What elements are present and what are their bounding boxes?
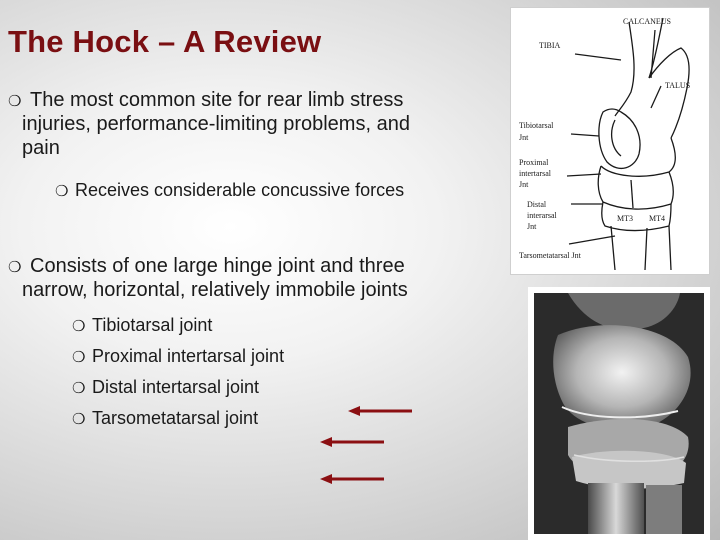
label-proximal-intertarsal: intertarsal xyxy=(519,169,551,178)
bullet-common-site xyxy=(8,88,503,160)
sub-bullet-distal-intertarsal xyxy=(72,377,259,399)
bullet-marker-icon: ❍ xyxy=(55,182,69,200)
bullet-marker-icon: ❍ xyxy=(8,258,22,276)
left-arrow-icon xyxy=(320,474,384,484)
bullet-marker-icon: ❍ xyxy=(72,410,86,428)
sub-bullet-text: Tarsometatarsal joint xyxy=(92,408,259,428)
label-calcaneus: CALCANEUS xyxy=(623,17,672,26)
left-arrow-icon xyxy=(320,437,384,447)
bullet-joints xyxy=(8,254,503,302)
bullet-text-line: injuries, performance-limiting problems, and xyxy=(22,113,410,135)
label-proximal-jnt: Jnt xyxy=(519,180,529,189)
label-tibiotarsal-jnt: Jnt xyxy=(519,133,529,142)
bullet-marker-icon: ❍ xyxy=(72,317,86,335)
bullet-marker-icon: ❍ xyxy=(72,379,86,397)
label-talus: TALUS xyxy=(665,81,691,90)
label-tarsometatarsal: Tarsometatarsal Jnt xyxy=(519,251,581,260)
sub-bullet-text: Receives considerable concussive forces xyxy=(75,180,405,200)
label-tibia: TIBIA xyxy=(539,41,561,50)
label-mt3: MT3 xyxy=(617,214,633,223)
left-arrow-icon xyxy=(348,406,412,416)
bone-outlines xyxy=(567,18,689,270)
bullet-marker-icon: ❍ xyxy=(8,92,22,110)
red-arrows xyxy=(300,395,430,495)
bullet-text-line: pain xyxy=(22,137,60,159)
label-distal-interarsal: interarsal xyxy=(527,211,557,220)
hock-anatomy-diagram xyxy=(510,7,710,275)
bullet-text-line: Consists of one large hinge joint and three xyxy=(30,255,405,277)
label-proximal: Proximal xyxy=(519,158,549,167)
label-distal: Distal xyxy=(527,200,547,209)
sub-bullet-proximal-intertarsal xyxy=(72,346,284,368)
sub-bullet-text: Distal intertarsal joint xyxy=(92,377,260,397)
slide-title: The Hock – A Review xyxy=(8,24,322,59)
sub-bullet-concussive xyxy=(55,180,495,202)
bullet-marker-icon: ❍ xyxy=(72,348,86,366)
label-mt4: MT4 xyxy=(649,214,665,223)
hock-radiograph-image xyxy=(528,287,710,540)
sub-bullet-tarsometatarsal xyxy=(72,408,258,430)
label-distal-jnt: Jnt xyxy=(527,222,537,231)
bullet-text-line: The most common site for rear limb stress xyxy=(30,89,404,111)
label-tibiotarsal: Tibiotarsal xyxy=(519,121,554,130)
bullet-text-line: narrow, horizontal, relatively immobile joints xyxy=(22,279,408,301)
sub-bullet-text: Proximal intertarsal joint xyxy=(92,346,285,366)
sub-bullet-text: Tibiotarsal joint xyxy=(92,315,213,335)
sub-bullet-tibiotarsal xyxy=(72,315,212,337)
